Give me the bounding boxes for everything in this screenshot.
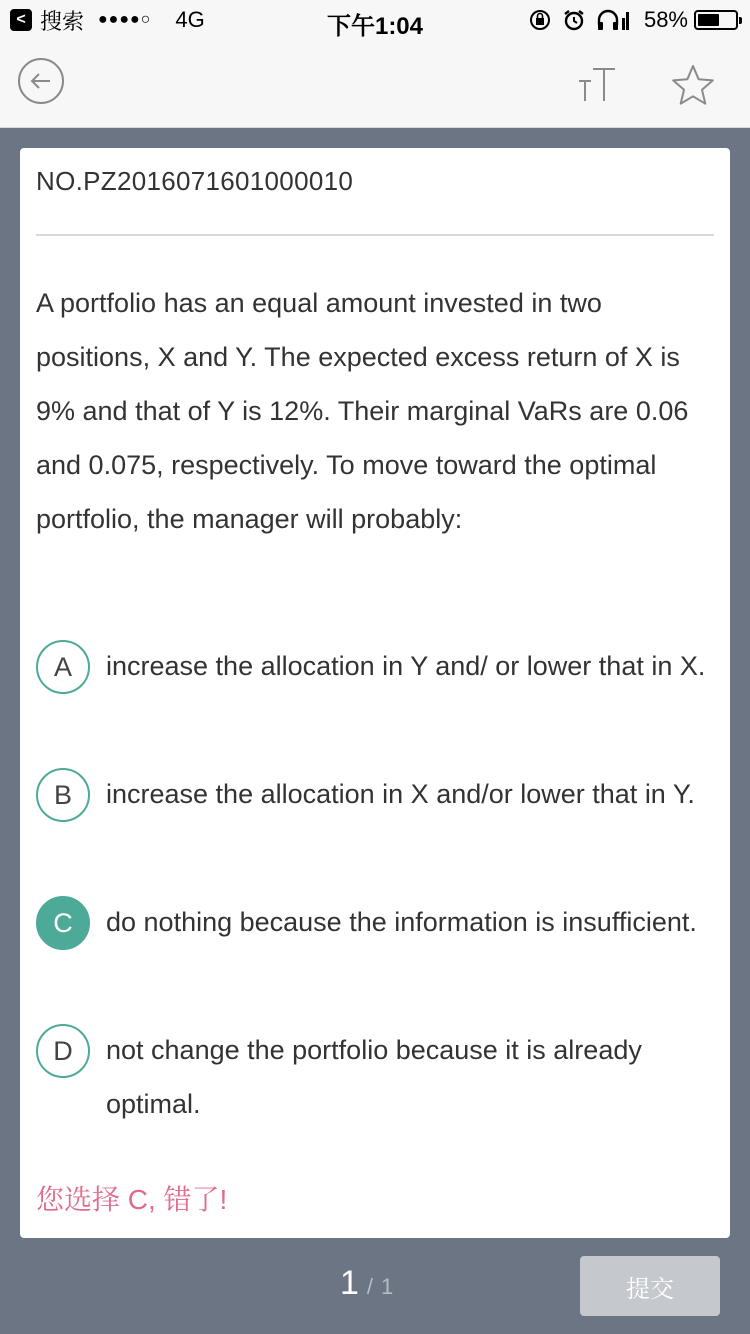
question-text: A portfolio has an equal amount invested in two positions, X and Y. The expected excess return of X is 9% and that of Y is 12%. Their marginal VaRs are 0.06 and 0.075, respectively. To move toward the optimal portfolio, the manager will probably: [36,288,689,534]
question-number: NO.PZ2016071601000010 [36,166,354,196]
divider [36,234,714,236]
favorite-button[interactable] [668,60,718,110]
battery-icon [694,10,738,30]
option-d-badge[interactable]: D [36,1024,90,1078]
page-indicator [340,1264,393,1308]
submit-button[interactable]: 提交 [580,1256,720,1316]
battery-level [698,14,719,26]
question-card [20,148,730,1238]
option-c[interactable] [36,896,716,1006]
option-a[interactable] [36,640,716,750]
option-c-text[interactable]: do nothing because the information is insufficient. [106,907,697,937]
back-to-app-icon[interactable]: < [10,9,32,31]
option-b-text[interactable]: increase the allocation in X and/or lower that in Y. [106,779,695,809]
nav-bar [0,40,750,128]
option-d[interactable] [36,1024,716,1134]
font-size-button[interactable] [574,62,620,108]
back-arrow-icon [28,68,54,94]
option-a-text[interactable]: increase the allocation in Y and/ or lower that in X. [106,651,706,681]
back-to-app-label[interactable]: 搜索 [40,8,85,34]
network-type: 4G [175,7,205,32]
back-button[interactable] [18,58,64,104]
headphones-icon [596,8,630,32]
rotation-lock-icon [528,8,552,32]
current-page: 1 [340,1264,359,1302]
option-a-badge[interactable]: A [36,640,90,694]
total-pages: 1 [381,1274,394,1299]
answer-result: 您选择 C, 错了! [36,1184,228,1215]
option-c-badge[interactable]: C [36,896,90,950]
status-right [528,6,738,34]
battery-cap [739,17,742,24]
option-b[interactable] [36,768,716,878]
font-size-icon [575,65,619,105]
star-icon [670,63,716,107]
option-b-badge[interactable]: B [36,768,90,822]
signal-strength: ●●●●○ [98,11,152,28]
alarm-icon [562,8,586,32]
status-bar [0,0,750,40]
status-time: 下午1:04 [326,13,424,40]
battery-percent: 58% [643,7,688,32]
option-d-text[interactable]: not change the portfolio because it is already optimal. [106,1035,642,1119]
page-separator: / [366,1274,374,1299]
